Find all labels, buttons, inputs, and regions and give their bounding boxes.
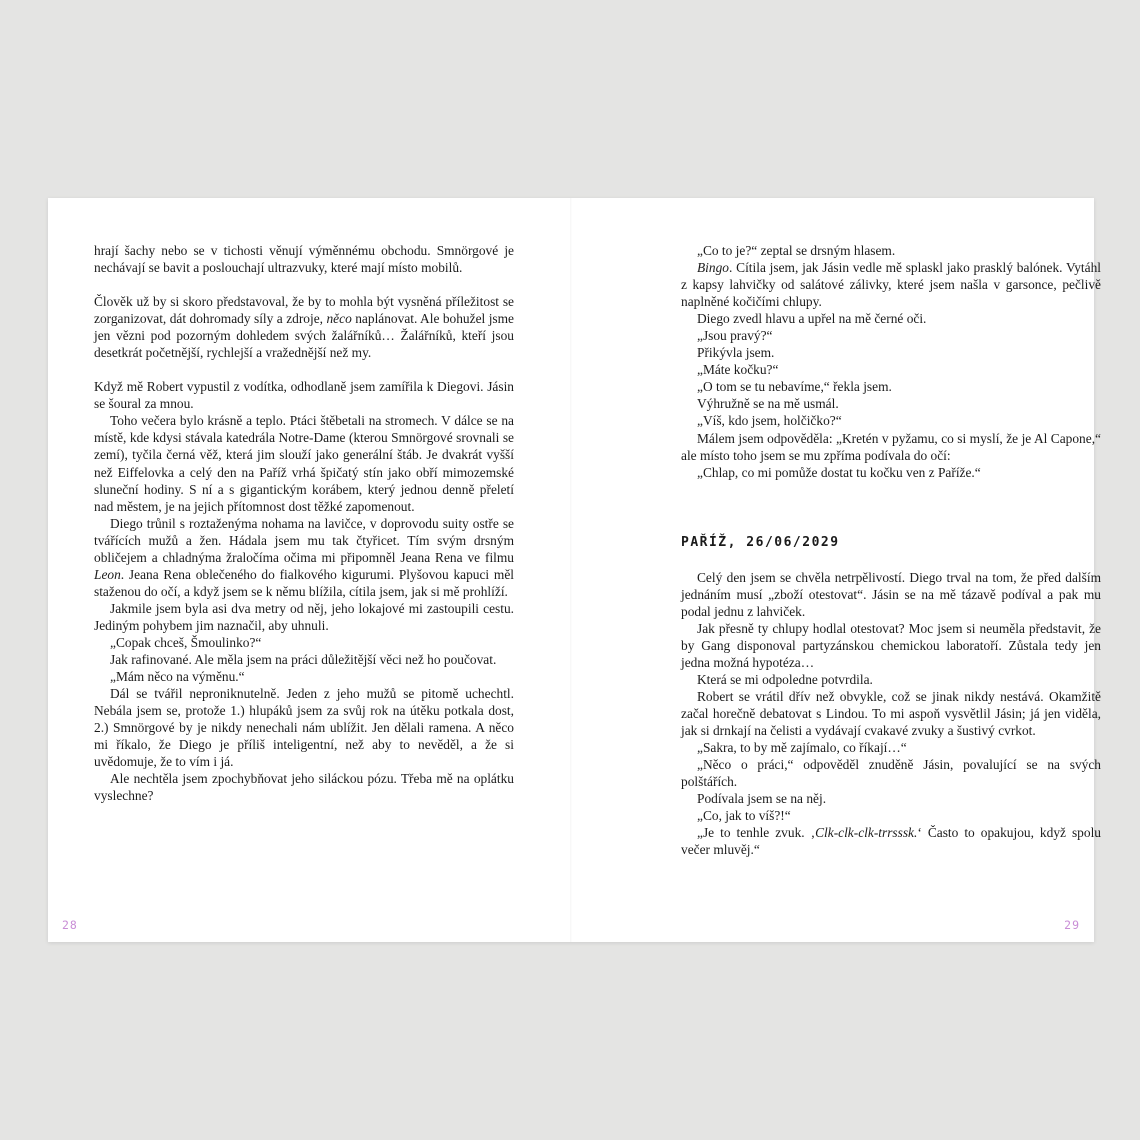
paragraph: „Co, jak to víš?!“ <box>697 808 791 824</box>
paragraph: Přikývla jsem. <box>697 345 775 361</box>
paragraph: Ale nechtěla jsem zpochybňovat jeho siláckou pózu. Třeba mě na oplátku vyslechne? <box>94 771 514 804</box>
paragraph: Jak přesně ty chlupy hodlal otestovat? Moc jsem si neuměla představit, že by Gang disponoval partyzánskou chemickou laboratoří. Zůstala tedy jen jedna možná hypotéza… <box>681 620 1101 670</box>
paragraph: Výhružně se na mě usmál. <box>697 396 839 412</box>
emphasis: něco <box>326 311 352 327</box>
paragraph: Diego trůnil s roztaženýma nohama na lavičce, v doprovodu suity ostře se tvářících mužů a žen. Hádala jsem mu tak čtyřicet. Tím svým drsným obličejem a chladnýma žraločíma očima mi připomněl Jeana Rena ve filmu Leon. Jeana Rena oblečeného do fialkového kigurumi. Plyšovou kapuci měl staženou do očí, a když jsem se k němu blížila, cítila jsem, jak si mě prohlíží. <box>94 515 514 599</box>
right-page <box>571 198 1101 942</box>
section-heading: PAŘÍŽ, 26/06/2029 <box>681 534 840 550</box>
paragraph: „Copak chceš, Šmoulinko?“ <box>110 634 262 650</box>
paragraph: „O tom se tu nebavíme,“ řekla jsem. <box>697 379 892 395</box>
right-page-text <box>681 242 1101 859</box>
page-number: 28 <box>62 918 78 932</box>
paragraph: hrají šachy nebo se v tichosti věnují výměnnému obchodu. Smnörgové je nechávají se bavit a poslouchají ultrazvuky, které mají místo mobilů. <box>94 243 514 276</box>
paragraph: „Chlap, co mi pomůže dostat tu kočku ven z Paříže.“ <box>697 464 981 480</box>
emphasis: Clk-clk-clk-trrsssk. <box>815 825 918 841</box>
paragraph: „Víš, kdo jsem, holčičko?“ <box>697 413 842 429</box>
paragraph: Člověk už by si skoro představoval, že by to mohla být vysněná příležitost se zorganizovat, dát dohromady síly a zdroje, něco naplánovat. Ale bohužel jsme jen vězni pod pozorným dohledem svých žalářníků… Žalářníků, kteří jsou desetkrát početnější, rychlejší a vražednější než my. <box>94 294 514 361</box>
left-page <box>48 198 571 942</box>
paragraph: Která se mi odpoledne potvrdila. <box>697 671 873 687</box>
paragraph: „Máte kočku?“ <box>697 362 779 378</box>
paragraph: „Jsou pravý?“ <box>697 328 773 344</box>
paragraph: „Sakra, to by mě zajímalo, co říkají…“ <box>697 740 907 756</box>
paragraph: „Je to tenhle zvuk. ‚Clk-clk-clk-trrsssk.‘ Často to opakujou, když spolu večer mluvěj.“ <box>681 825 1101 858</box>
paragraph: Toho večera bylo krásně a teplo. Ptáci štěbetali na stromech. V dálce se na místě, kde kdysi stávala katedrála Notre-Dame (kterou Smnörgové srovnali se zemí), tyčila černá věž, která jim slouží jako generální štáb. Je dvakrát vyšší než Eiffelovka a celý den na Paříž vrhá špičatý stín jako obří mimozemské sluneční hodiny. S ní a s gigantickým korábem, který jednou denně přeletí nad městem, je na jejich přítomnost dost těžké zapomenout. <box>94 413 514 514</box>
emphasis: Leon <box>94 566 121 582</box>
paragraph: „Mám něco na výměnu.“ <box>110 669 245 685</box>
paragraph: Robert se vrátil dřív než obvykle, což se jinak nikdy nestává. Okamžitě začal horečně debatovat s Lindou. To mi aspoň vysvětlil Jásin; já jen viděla, jak si drnkají na čelisti a vydávají cvakavé zvuky a šustivý cvrkot. <box>681 689 1101 739</box>
paragraph: Bingo. Cítila jsem, jak Jásin vedle mě splaskl jako prasklý balónek. Vytáhl z kapsy lahvičky od salátové zálivky, které jsem našla v garsonce, pečlivě naplněné kočičími chlupy. <box>681 260 1101 310</box>
paragraph: Jak rafinované. Ale měla jsem na práci důležitější věci než ho poučovat. <box>110 652 497 668</box>
paragraph: Jakmile jsem byla asi dva metry od něj, jeho lokajové mi zastoupili cestu. Jediným pohybem jim naznačil, aby uhnuli. <box>94 600 514 633</box>
paragraph: „Co to je?“ zeptal se drsným hlasem. <box>697 243 896 258</box>
book-spread <box>48 198 1101 942</box>
paragraph: Málem jsem odpověděla: „Kretén v pyžamu, co si myslí, že je Al Capone,“ ale místo toho jsem se mu zpříma podívala do očí: <box>681 430 1101 463</box>
emphasis: Bingo <box>697 260 729 276</box>
paragraph: Celý den jsem se chvěla netrpělivostí. Diego trval na tom, že před dalším jednáním musí „zboží otestovat“. Jásin se na mě tázavě podíval a pak mu podal jednu z lahviček. <box>681 569 1101 619</box>
paragraph: Když mě Robert vypustil z vodítka, odhodlaně jsem zamířila k Diegovi. Jásin se šoural za mnou. <box>94 379 514 412</box>
left-page-text <box>94 242 514 804</box>
page-number: 29 <box>1064 918 1080 932</box>
paragraph: Podívala jsem se na něj. <box>697 791 827 807</box>
paragraph: Diego zvedl hlavu a upřel na mě černé oči. <box>697 311 927 327</box>
paragraph: „Něco o práci,“ odpověděl znuděně Jásin, povalující se na svých polštářích. <box>681 757 1101 790</box>
paragraph: Dál se tvářil neproniknutelně. Jeden z jeho mužů se pitomě uchechtl. Nebála jsem se, protože 1.) hlupáků jsem za svůj rok na útěku potkala dost, 2.) Smnörgové by je nikdy nenechali nám ublížit. Jen dělali ramena. A něco mi říkalo, že Diego je příliš inteligentní, než aby to nevěděl, a že si uvědomuje, že to vím i já. <box>94 686 514 770</box>
